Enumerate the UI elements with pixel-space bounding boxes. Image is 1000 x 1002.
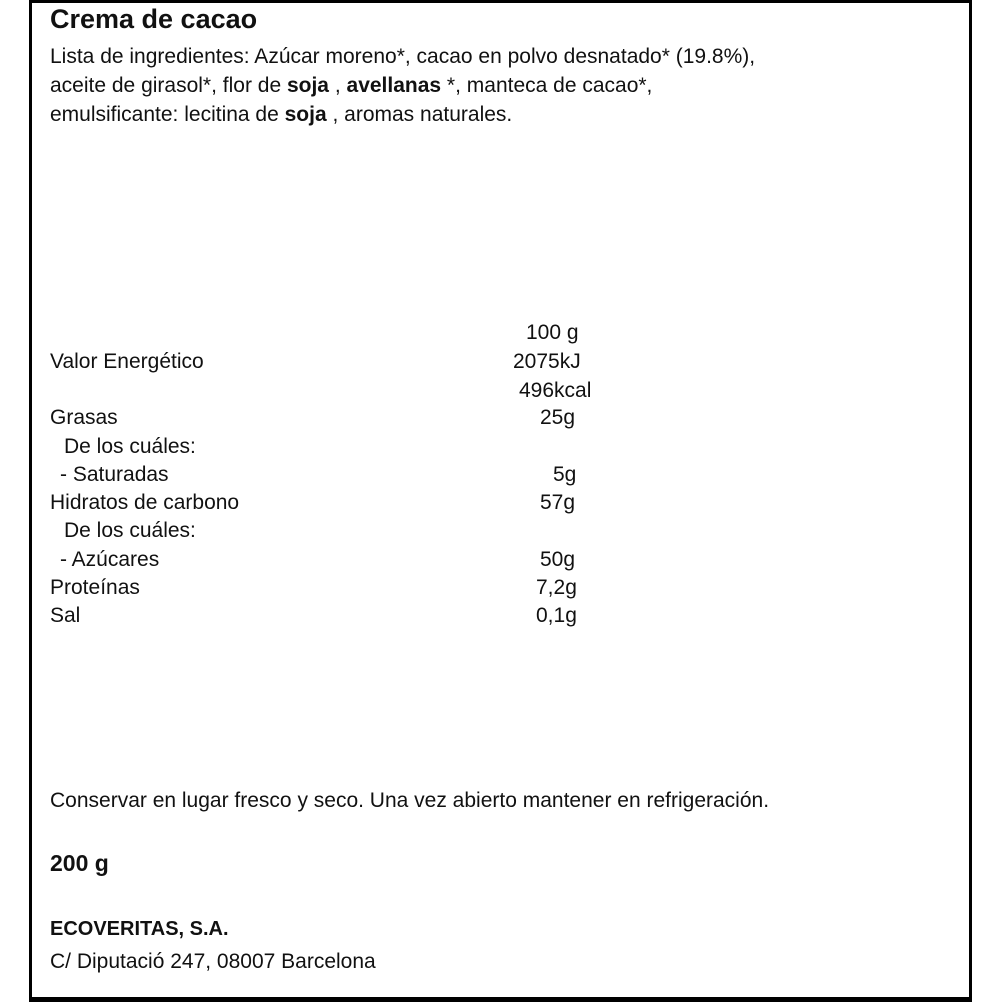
nutrition-row-value: 2075kJ xyxy=(513,350,581,373)
nutrition-row-label: Grasas xyxy=(50,406,118,429)
allergen-soja: soja xyxy=(284,103,327,126)
allergen-soja: soja xyxy=(286,74,329,97)
nutrition-row-label: Sal xyxy=(50,604,81,627)
nutrition-row-label: Hidratos de carbono xyxy=(50,491,240,514)
company-name: ECOVERITAS, S.A. xyxy=(50,918,229,940)
nutrition-row-value: 5g xyxy=(553,463,577,486)
ingredients-line-2 xyxy=(50,72,652,100)
ingredients-text: , aromas naturales. xyxy=(326,103,513,126)
nutrition-row-label: - Azúcares xyxy=(60,548,160,571)
nutrition-column-header: 100 g xyxy=(526,321,579,344)
nutrition-row-value: 7,2g xyxy=(536,576,577,599)
ingredients-text: aceite de girasol*, flor de xyxy=(50,74,287,97)
nutrition-row-label: De los cuáles: xyxy=(64,519,196,542)
nutrition-row-label: - Saturadas xyxy=(60,463,169,486)
allergen-avellanas: avellanas xyxy=(346,74,442,97)
nutrition-row-value: 50g xyxy=(540,548,576,571)
ingredients-text: emulsificante: lecitina de xyxy=(50,103,285,126)
ingredients-text: Lista de ingredientes: Azúcar moreno*, cacao en polvo desnatado* (19.8%), xyxy=(50,45,756,68)
nutrition-row-value: 0,1g xyxy=(536,604,577,627)
ingredients-text: *, manteca de cacao*, xyxy=(441,74,653,97)
nutrition-row-label: Proteínas xyxy=(50,576,140,599)
ingredients-line-3 xyxy=(50,101,512,129)
product-label xyxy=(29,0,972,1002)
nutrition-row-value: 25g xyxy=(540,406,576,429)
nutrition-row-value: 57g xyxy=(540,491,576,514)
ingredients-line-1 xyxy=(50,43,755,71)
nutrition-row-label: De los cuáles: xyxy=(64,435,196,458)
product-title: Crema de cacao xyxy=(50,4,258,34)
nutrition-row-label: Valor Energético xyxy=(50,350,204,373)
nutrition-row-value: 496kcal xyxy=(519,379,592,402)
company-address: C/ Diputació 247, 08007 Barcelona xyxy=(50,950,376,973)
ingredients-text: , xyxy=(329,74,347,97)
storage-instructions: Conservar en lugar fresco y seco. Una vez abierto mantener en refrigeración. xyxy=(50,789,770,812)
net-weight: 200 g xyxy=(50,850,109,876)
